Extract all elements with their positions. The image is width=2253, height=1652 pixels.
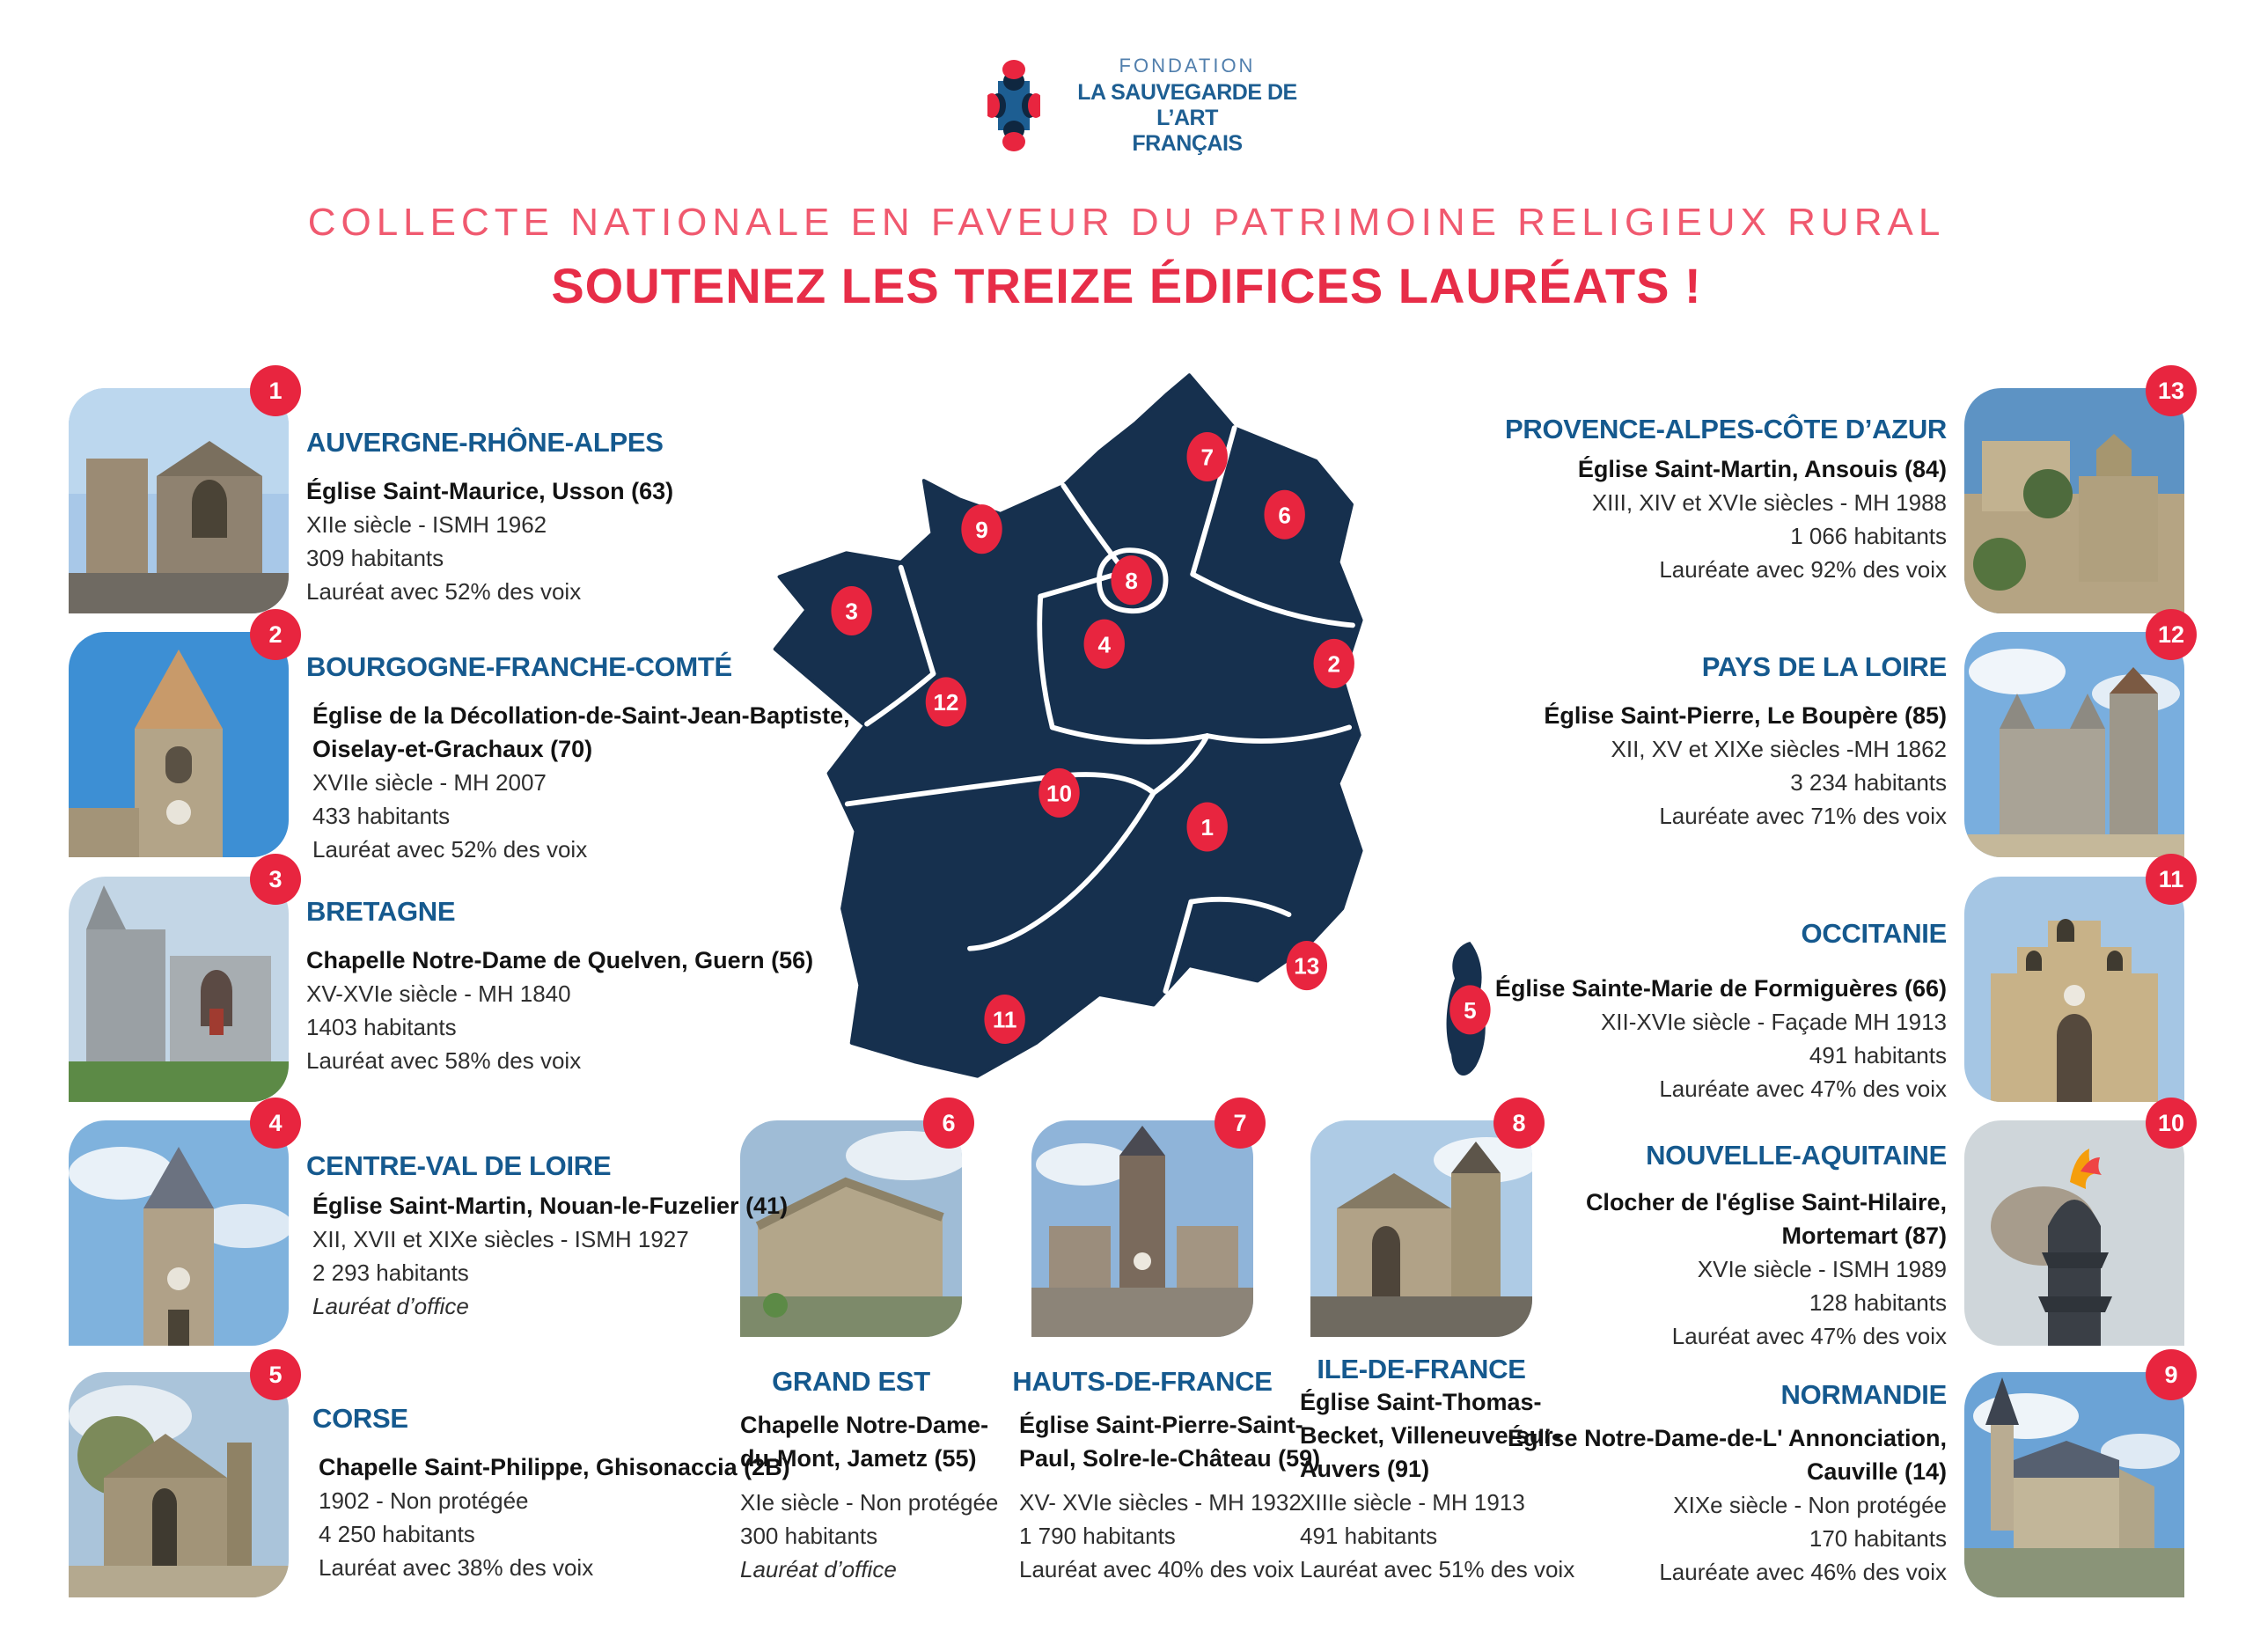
card-details-7: XV- XVIe siècles - MH 1932 1 790 habitants Lauréat avec 40% des voix — [1019, 1489, 1302, 1582]
map-badge-1 — [1187, 802, 1228, 851]
card-text-5: Chapelle Saint-Philippe, Ghisonaccia (2B) 1902 - Non protégée 4 250 habitants Lauréat avec 38% des voix — [319, 1454, 790, 1581]
photo-le-boupere — [1964, 632, 2184, 857]
region-heading-pays-de-la-loire: PAYS DE LA LOIRE — [1701, 651, 1947, 682]
region-heading-grand-est: GRAND EST — [772, 1366, 930, 1397]
region-heading-normandie: NORMANDIE — [1780, 1379, 1947, 1410]
svg-text:2: 2 — [1327, 650, 1340, 678]
region-heading-nouvelle-aquitaine: NOUVELLE-AQUITAINE — [1646, 1140, 1947, 1171]
france-mainland — [775, 375, 1361, 1076]
svg-text:3: 3 — [845, 598, 858, 625]
svg-text:11: 11 — [992, 1006, 1017, 1033]
photo-nouan — [69, 1120, 289, 1346]
svg-text:1: 1 — [1200, 814, 1214, 841]
region-heading-ile-de-france: ILE-DE-FRANCE — [1317, 1354, 1526, 1384]
region-heading-bourgogne-franche-comte: BOURGOGNE-FRANCHE-COMTÉ — [306, 651, 732, 682]
card-text-8: Église Saint-Thomas- Becket, Villeneuve-sur- Auvers (91) — [1300, 1389, 1561, 1482]
region-heading-occitanie: OCCITANIE — [1801, 918, 1947, 949]
badge-2: 2 — [250, 609, 301, 660]
card-text-6: Chapelle Notre-Dame- du-Mont, Jametz (55) — [740, 1412, 989, 1472]
region-heading-provence-alpes-cote-dazur: PROVENCE-ALPES-CÔTE D’AZUR — [1504, 414, 1947, 444]
badge-3: 3 — [250, 854, 301, 905]
map-badge-13 — [1287, 941, 1327, 990]
badge-5: 5 — [250, 1349, 301, 1400]
card-text-1: Église Saint-Maurice, Usson (63) XIIe siècle - ISMH 1962 309 habitants Lauréat avec 52% des voix — [306, 478, 674, 605]
map-badge-11 — [984, 995, 1024, 1044]
map-badge-9 — [961, 504, 1002, 554]
badge-8: 8 — [1493, 1098, 1545, 1149]
card-text-12: Église Saint-Pierre, Le Boupère (85) XII, XV et XIXe siècles -MH 1862 3 234 habitants Lauréate avec 71% des voix — [1544, 702, 1947, 829]
card-text-4: Église Saint-Martin, Nouan-le-Fuzelier (41) XII, XVII et XIXe siècles - ISMH 1927 2 293 habitants Lauréat d’office — [312, 1193, 789, 1319]
card-text-9: Église Notre-Dame-de-L' Annonciation, Cauville (14) XIXe siècle - Non protégée 170 habitants Lauréate avec 46% des voix — [1508, 1425, 1947, 1585]
badge-6: 6 — [923, 1098, 974, 1149]
foundation-logo-icon — [987, 60, 1040, 151]
svg-text:9: 9 — [975, 516, 988, 543]
badge-12: 12 — [2146, 609, 2197, 660]
badge-9: 9 — [2146, 1349, 2197, 1400]
card-details-6: XIe siècle - Non protégée 300 habitants Lauréat d’office — [740, 1489, 999, 1582]
photo-ansouis — [1964, 388, 2184, 613]
map-badge-8 — [1111, 555, 1151, 605]
svg-text:6: 6 — [1278, 502, 1291, 529]
badge-7: 7 — [1215, 1098, 1266, 1149]
card-details-8: XIIIe siècle - MH 1913 491 habitants Lauréat avec 51% des voix — [1300, 1489, 1575, 1582]
badge-4: 4 — [250, 1098, 301, 1149]
map-badge-7 — [1187, 432, 1228, 481]
card-text-7: Église Saint-Pierre-Saint- Paul, Solre-le-Château (59) — [1019, 1412, 1321, 1472]
campaign-title: COLLECTE NATIONALE EN FAVEUR DU PATRIMOINE RELIGIEUX RURAL — [307, 201, 1946, 244]
photo-mortemart — [1964, 1120, 2184, 1346]
photo-solre — [1031, 1120, 1253, 1337]
svg-text:10: 10 — [1046, 780, 1073, 807]
svg-text:13: 13 — [1294, 952, 1320, 980]
badge-13: 13 — [2146, 365, 2197, 416]
region-heading-centre-val-de-loire: CENTRE-VAL DE LOIRE — [306, 1150, 612, 1181]
photo-oiselay — [69, 632, 289, 857]
region-heading-corse: CORSE — [312, 1403, 408, 1434]
map-badge-6 — [1264, 490, 1304, 540]
map-badge-3 — [831, 586, 871, 635]
logo-name-line2: FRANÇAIS — [1132, 131, 1243, 156]
photo-quelven — [69, 877, 289, 1102]
region-heading-bretagne: BRETAGNE — [306, 896, 456, 927]
foundation-logo — [987, 55, 1315, 157]
map-badge-10 — [1038, 768, 1079, 818]
svg-text:8: 8 — [1125, 567, 1138, 594]
badge-1: 1 — [250, 365, 301, 416]
map-badge-4 — [1084, 620, 1125, 669]
photo-usson — [69, 388, 289, 613]
card-text-3: Chapelle Notre-Dame de Quelven, Guern (56) XV-XVIe siècle - MH 1840 1403 habitants Lauréat avec 58% des voix — [306, 947, 814, 1074]
map-badge-12 — [926, 677, 966, 726]
badge-11: 11 — [2146, 854, 2197, 905]
region-heading-auvergne-rhone-alpes: AUVERGNE-RHÔNE-ALPES — [306, 427, 664, 458]
badge-10: 10 — [2146, 1098, 2197, 1149]
card-text-13: Église Saint-Martin, Ansouis (84) XIII, XIV et XVIe siècles - MH 1988 1 066 habitants Lauréate avec 92% des voix — [1577, 456, 1947, 583]
card-text-11: Église Sainte-Marie de Formiguères (66) XII-XVIe siècle - Façade MH 1913 491 habitants Lauréate avec 47% des voix — [1494, 975, 1947, 1102]
photo-cauville — [1964, 1372, 2184, 1597]
card-text-10: Clocher de l'église Saint-Hilaire, Mortemart (87) XVIe siècle - ISMH 1989 128 habitants Lauréat avec 47% des voix — [1585, 1189, 1947, 1349]
logo-fondation-label: FONDATION — [1119, 55, 1256, 77]
photo-ghisonaccia — [69, 1372, 289, 1597]
svg-text:4: 4 — [1097, 631, 1111, 658]
svg-text:7: 7 — [1200, 444, 1214, 471]
region-heading-hauts-de-france: HAUTS-DE-FRANCE — [1012, 1366, 1273, 1397]
campaign-subtitle: SOUTENEZ LES TREIZE ÉDIFICES LAURÉATS ! — [551, 258, 1702, 313]
photo-formigueres — [1964, 877, 2184, 1102]
svg-text:5: 5 — [1464, 997, 1477, 1024]
svg-text:12: 12 — [933, 689, 959, 716]
map-badge-2 — [1314, 639, 1354, 688]
card-text-2: Église de la Décollation-de-Saint-Jean-Baptiste, Oiselay-et-Grachaux (70) XVIIe siècle - MH 2007 433 habitants Lauréat avec 52% des voix — [312, 702, 850, 863]
logo-name-line1: LA SAUVEGARDE DE L’ART — [1077, 80, 1297, 130]
